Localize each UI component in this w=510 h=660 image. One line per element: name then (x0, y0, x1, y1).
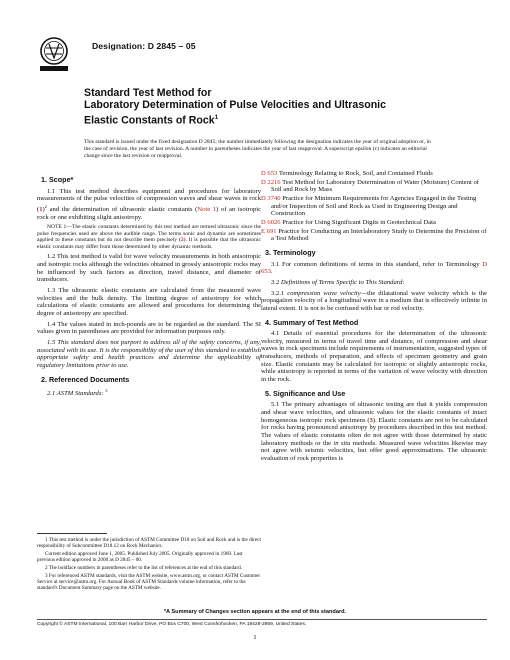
reference-link-1[interactable]: 1 (39, 206, 43, 214)
reference-link-3[interactable]: 3 (369, 416, 373, 424)
paragraph-3-2: 3.2 Definitions of Terms Specific to This Standard: (271, 278, 405, 286)
title-line-2: Laboratory Determination of Pulse Velocities and Ultrasonic (84, 99, 386, 112)
page-number: 1 (253, 634, 257, 641)
footnotes (37, 533, 261, 593)
footnote-2: 2 The boldface numbers in parentheses refer to the list of references at the end of this standard. (45, 564, 242, 571)
document-title (84, 87, 464, 126)
astm-standards-list (261, 170, 487, 243)
reference-d653[interactable]: D 653 Terminology Relating to Rock, Soil, and Contained Fluids (261, 170, 433, 177)
paragraph-3-1: 3.1 For common definitions of terms in this standard, refer to Terminology D 653. (261, 260, 487, 276)
footnote-rule (37, 533, 107, 534)
paragraph-1-5: 1.5 This standard does not purport to address all of the safety concerns, if any, associated with its use. It is the responsibility of the user of this standard to establish appropriate safety and health practices and determine the applicability of regulatory limitations prior to use. (37, 339, 261, 369)
title-line-1: Standard Test Method for (84, 87, 212, 99)
summary-heading: 4. Summary of Test Method (265, 317, 359, 327)
title-line-3: Elastic Constants of Rock$^1$ (84, 114, 219, 127)
terminology-heading: 3. Terminology (265, 247, 316, 257)
right-column (261, 170, 487, 466)
note-1: NOTE 1—The elastic constants determined by this test method are termed ultrasonic since the pulse frequencies used are above the audible range. The terms sonic and dynamic are sometimes applied to these constants but do not describe them precisely (2). It is possible that the ultrasonic elastic constants may differ from those determined by other dynamic methods. (37, 224, 262, 250)
reference-d6026[interactable]: D 6026 Practice for Using Significant Digits in Geotechnical Data (261, 218, 436, 226)
reference-e691[interactable]: E 691 Practice for Conducting an Interlaboratory Study to Determine the Precision of a Test Method (261, 227, 487, 243)
paragraph-1-3: 1.3 The ultrasonic elastic constants are calculated from the measured wave velocities and the bulk density. The limiting degree of anisotropy for which calculations of elastic constants are allowed and procedures for determining the degree of anisotropy are specified. (37, 287, 261, 318)
paragraph-1-2: 1.2 This test method is valid for wave velocity measurements in both anisotropic and isotropic rocks although the velocities obtained in grossly anisotropic rocks may be influenced by such factors as direction, travel distance, and diameter of transducers. (37, 253, 261, 284)
paragraph-5-1: 5.1 The primary advantages of ultrasonic testing are that it yields compression and shear wave velocities, and ultrasonic values for the elastic constants of intact homogeneous isotropic rock specimens (3). Elastic constants are not to be calculated for rocks having pronounced anisotropy by procedures described in this test method. The values of elastic constants often do not agree with those determined by static laboratory methods or the in situ methods. Measured wave velocities likewise may not agree with seismic velocities, but offer good approximations. The ultrasonic evaluation of rock properties is (261, 401, 487, 462)
paragraph-1-4: 1.4 The values stated in inch-pounds are to be regarded as the standard. The SI values given in parentheses are provided for information purposes only. (37, 320, 261, 336)
issuance-notice: This standard is issued under the fixed designation D 2845; the number immediately following the designation indicates the year of original adoption or, in the case of revision, the year of last revision. A number in parentheses indicates the year of last reapproval. A superscript epsilon (ε) indicates an editorial change since the last revision or reapproval. (84, 139, 431, 159)
reference-d2216[interactable]: D 2216 Test Method for Laboratory Determination of Water (Moisture) Content of Soil and Rock by Mass (261, 178, 479, 194)
footnote-3: 3 For referenced ASTM standards, visit the ASTM website, www.astm.org, or contact ASTM Customer Service at service@astm.org. For Annual Book of ASTM Standards volume information, refer to the standard's Document Summary page on the ASTM website. (37, 572, 261, 591)
paragraph-2-1: 2.1 ASTM Standards: $^3$ (47, 388, 108, 398)
significance-heading: 5. Significance and Use (265, 388, 346, 398)
referenced-documents-heading: 2. Referenced Documents (41, 374, 130, 384)
copyright-line: Copyright © ASTM International, 100 Barr Harbor Drive, PO Box C700, West Conshohocken, PA 19428-2959, United States. (37, 619, 487, 627)
designation: Designation: D 2845 – 05 (92, 41, 196, 51)
footnote-1-edition: Current edition approved June 1, 2005. Published July 2005. Originally approved in 1969. Last previous edition approved in 2000 as D 2845 – 00. (37, 550, 243, 564)
astm-logo (37, 36, 71, 74)
paragraph-3-2-1: 3.2.1 compression wave velocity—the dilatational wave velocity which is the propagation velocity of a longitudinal wave in a medium that is effectively infinite in lateral extent. It is not to be confused with bar or rod velocity. (261, 289, 487, 312)
scope-heading: 1. Scope* (41, 175, 74, 184)
paragraph-4-1: 4.1 Details of essential procedures for the determination of the ultrasonic velocity, measured in terms of travel time and distance, of compression and shear waves in rock specimens include requirements of instrumentation, suggested types of transducers, methods of preparation, and effects of specimen geometry and grain size. Elastic constants may be calculated for isotropic or slightly anisotropic rocks, while anisotropy is reported in terms of the variation of wave velocity with direction in the rock. (261, 330, 487, 384)
terminology-link[interactable]: D 653 (261, 260, 487, 276)
paragraph-1-1: 1.1 This test method describes equipment and procedures for laboratory measurements of the pulse velocities of compression waves and shear waves in rock $(1)^2$ and the determination of ultrasonic elastic constants (Note 1) of an isotropic rock or one exhibiting slight anisotropy. (37, 187, 261, 221)
footnote-1: 1 This test method is under the jurisdiction of ASTM Committee D18 on Soil and Rock and is the direct responsibility of Subcommittee D18.12 on Rock Mechanics. (37, 537, 261, 550)
reference-link-2[interactable]: 2 (180, 237, 184, 244)
reference-d3740[interactable]: D 3740 Practice for Minimum Requirements for Agencies Engaged in the Testing and/or Inspection of Soil and Rock as Used in Engineering Design and Construction (261, 194, 477, 218)
summary-of-changes-note: *A Summary of Changes section appears at the end of this standard. (163, 609, 347, 615)
left-column (37, 170, 261, 401)
note-1-link[interactable]: Note 1 (197, 206, 217, 214)
